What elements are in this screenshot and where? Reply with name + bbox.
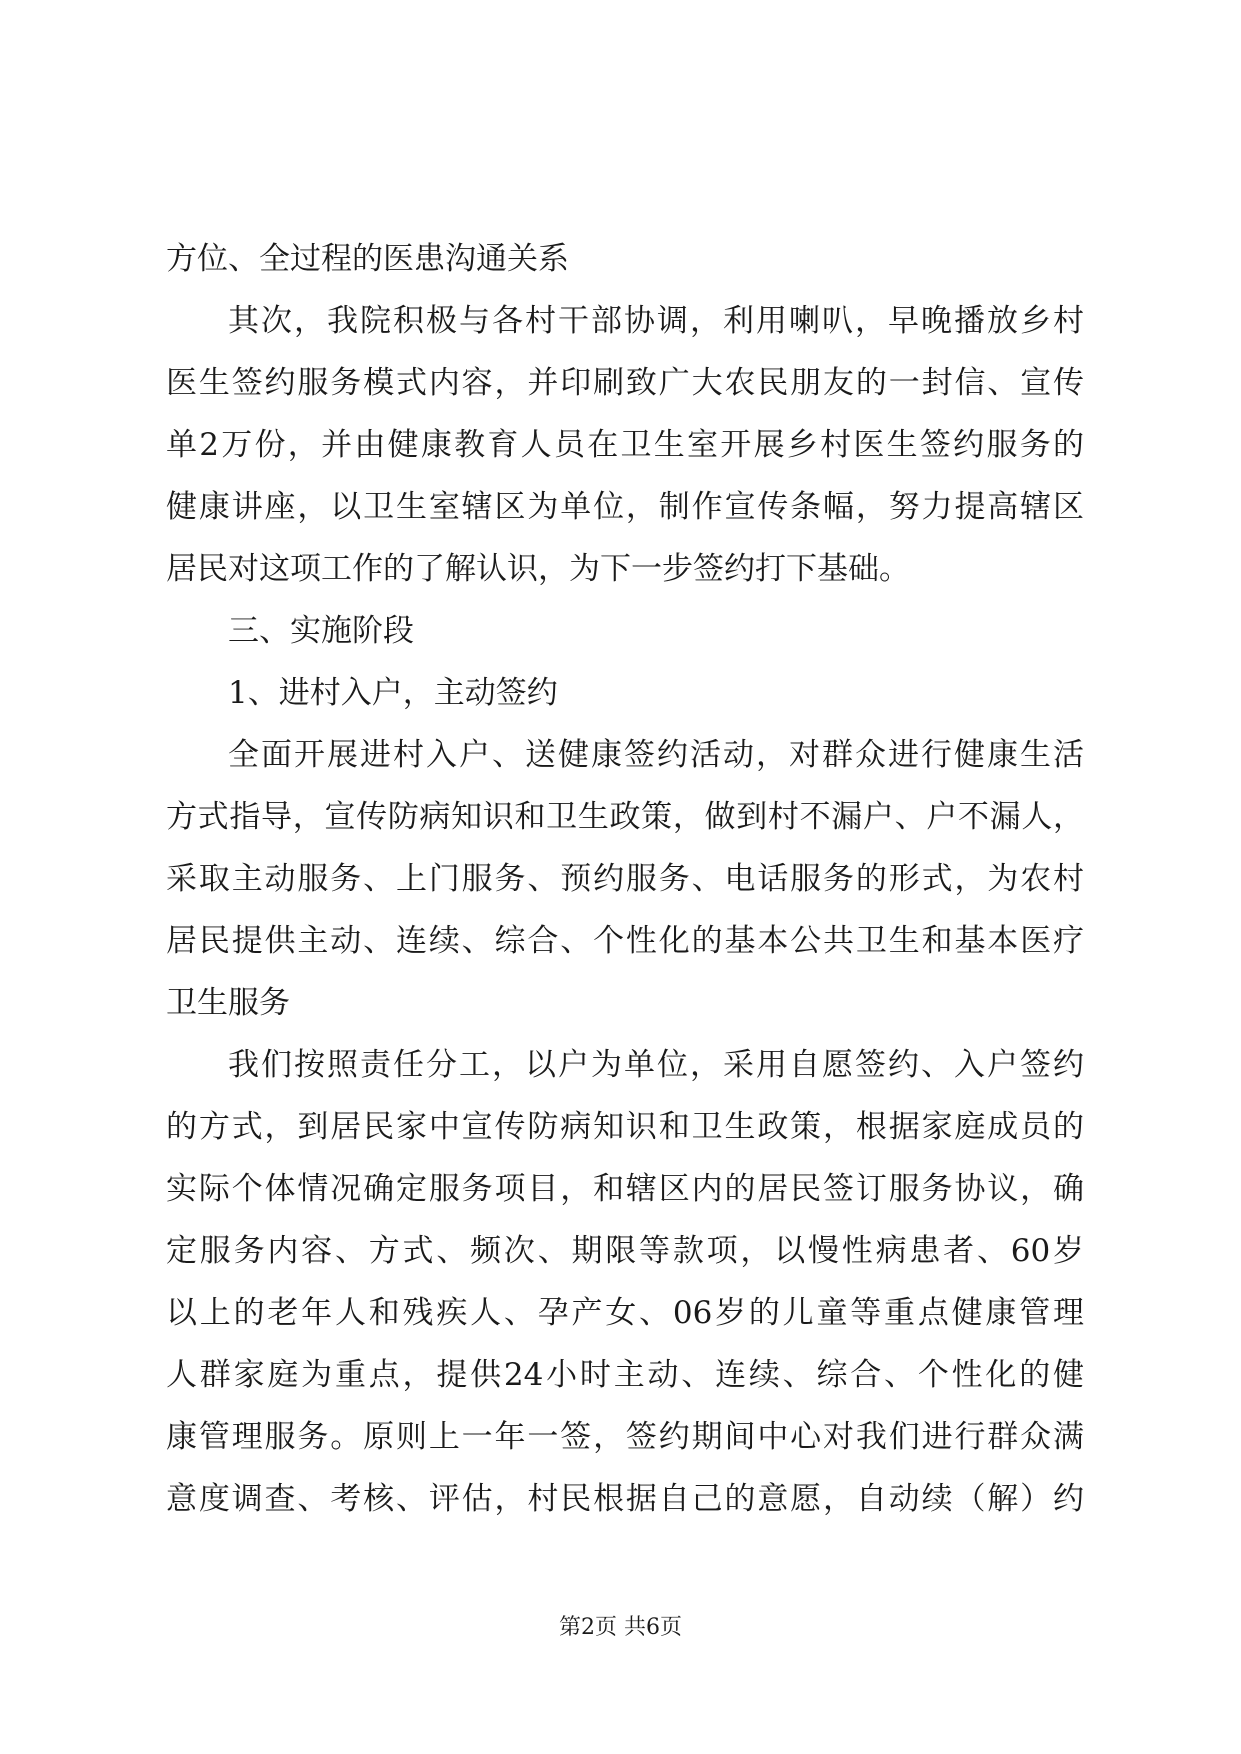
paragraph-line: 居民提供主动、连续、综合、个性化的基本公共卫生和基本医疗 bbox=[166, 923, 1084, 959]
paragraph-line: 人群家庭为重点，提供24小时主动、连续、综合、个性化的健 bbox=[166, 1357, 1084, 1393]
paragraph-line: 医生签约服务模式内容，并印刷致广大农民朋友的一封信、宣传 bbox=[166, 365, 1084, 401]
paragraph-line: 单2万份，并由健康教育人员在卫生室开展乡村医生签约服务的 bbox=[166, 427, 1084, 463]
paragraph-line: 实际个体情况确定服务项目，和辖区内的居民签订服务协议，确 bbox=[166, 1171, 1084, 1207]
paragraph-first-line: 三、实施阶段 bbox=[228, 613, 414, 649]
paragraph-line: 康管理服务。原则上一年一签，签约期间中心对我们进行群众满 bbox=[166, 1419, 1084, 1455]
paragraph-line: 以上的老年人和残疾人、孕产女、06岁的儿童等重点健康管理 bbox=[166, 1295, 1084, 1331]
paragraph-line: 的方式，到居民家中宣传防病知识和卫生政策，根据家庭成员的 bbox=[166, 1109, 1084, 1145]
paragraph-line: 采取主动服务、上门服务、预约服务、电话服务的形式，为农村 bbox=[166, 861, 1084, 897]
paragraph-line: 居民对这项工作的了解认识，为下一步签约打下基础。 bbox=[166, 551, 910, 587]
paragraph-line: 卫生服务 bbox=[166, 985, 290, 1021]
document-body bbox=[166, 228, 1084, 1530]
paragraph-line: 健康讲座，以卫生室辖区为单位，制作宣传条幅，努力提高辖区 bbox=[166, 489, 1084, 525]
paragraph-line: 方式指导，宣传防病知识和卫生政策，做到村不漏户、户不漏人， bbox=[166, 799, 1084, 835]
paragraph-first-line: 全面开展进村入户、送健康签约活动，对群众进行健康生活 bbox=[228, 737, 1084, 773]
page-footer: 第2页 共6页 bbox=[559, 1615, 682, 1640]
paragraph-line: 意度调查、考核、评估，村民根据自己的意愿，自动续（解）约 bbox=[166, 1481, 1084, 1517]
paragraph-first-line: 其次，我院积极与各村干部协调，利用喇叭，早晚播放乡村 bbox=[228, 303, 1084, 339]
paragraph-first-line: 方位、全过程的医患沟通关系 bbox=[166, 241, 569, 277]
paragraph-first-line: 我们按照责任分工，以户为单位，采用自愿签约、入户签约 bbox=[228, 1047, 1084, 1083]
paragraph-first-line: 1、进村入户，主动签约 bbox=[228, 675, 558, 711]
paragraph-line: 定服务内容、方式、频次、期限等款项，以慢性病患者、60岁 bbox=[166, 1233, 1084, 1269]
